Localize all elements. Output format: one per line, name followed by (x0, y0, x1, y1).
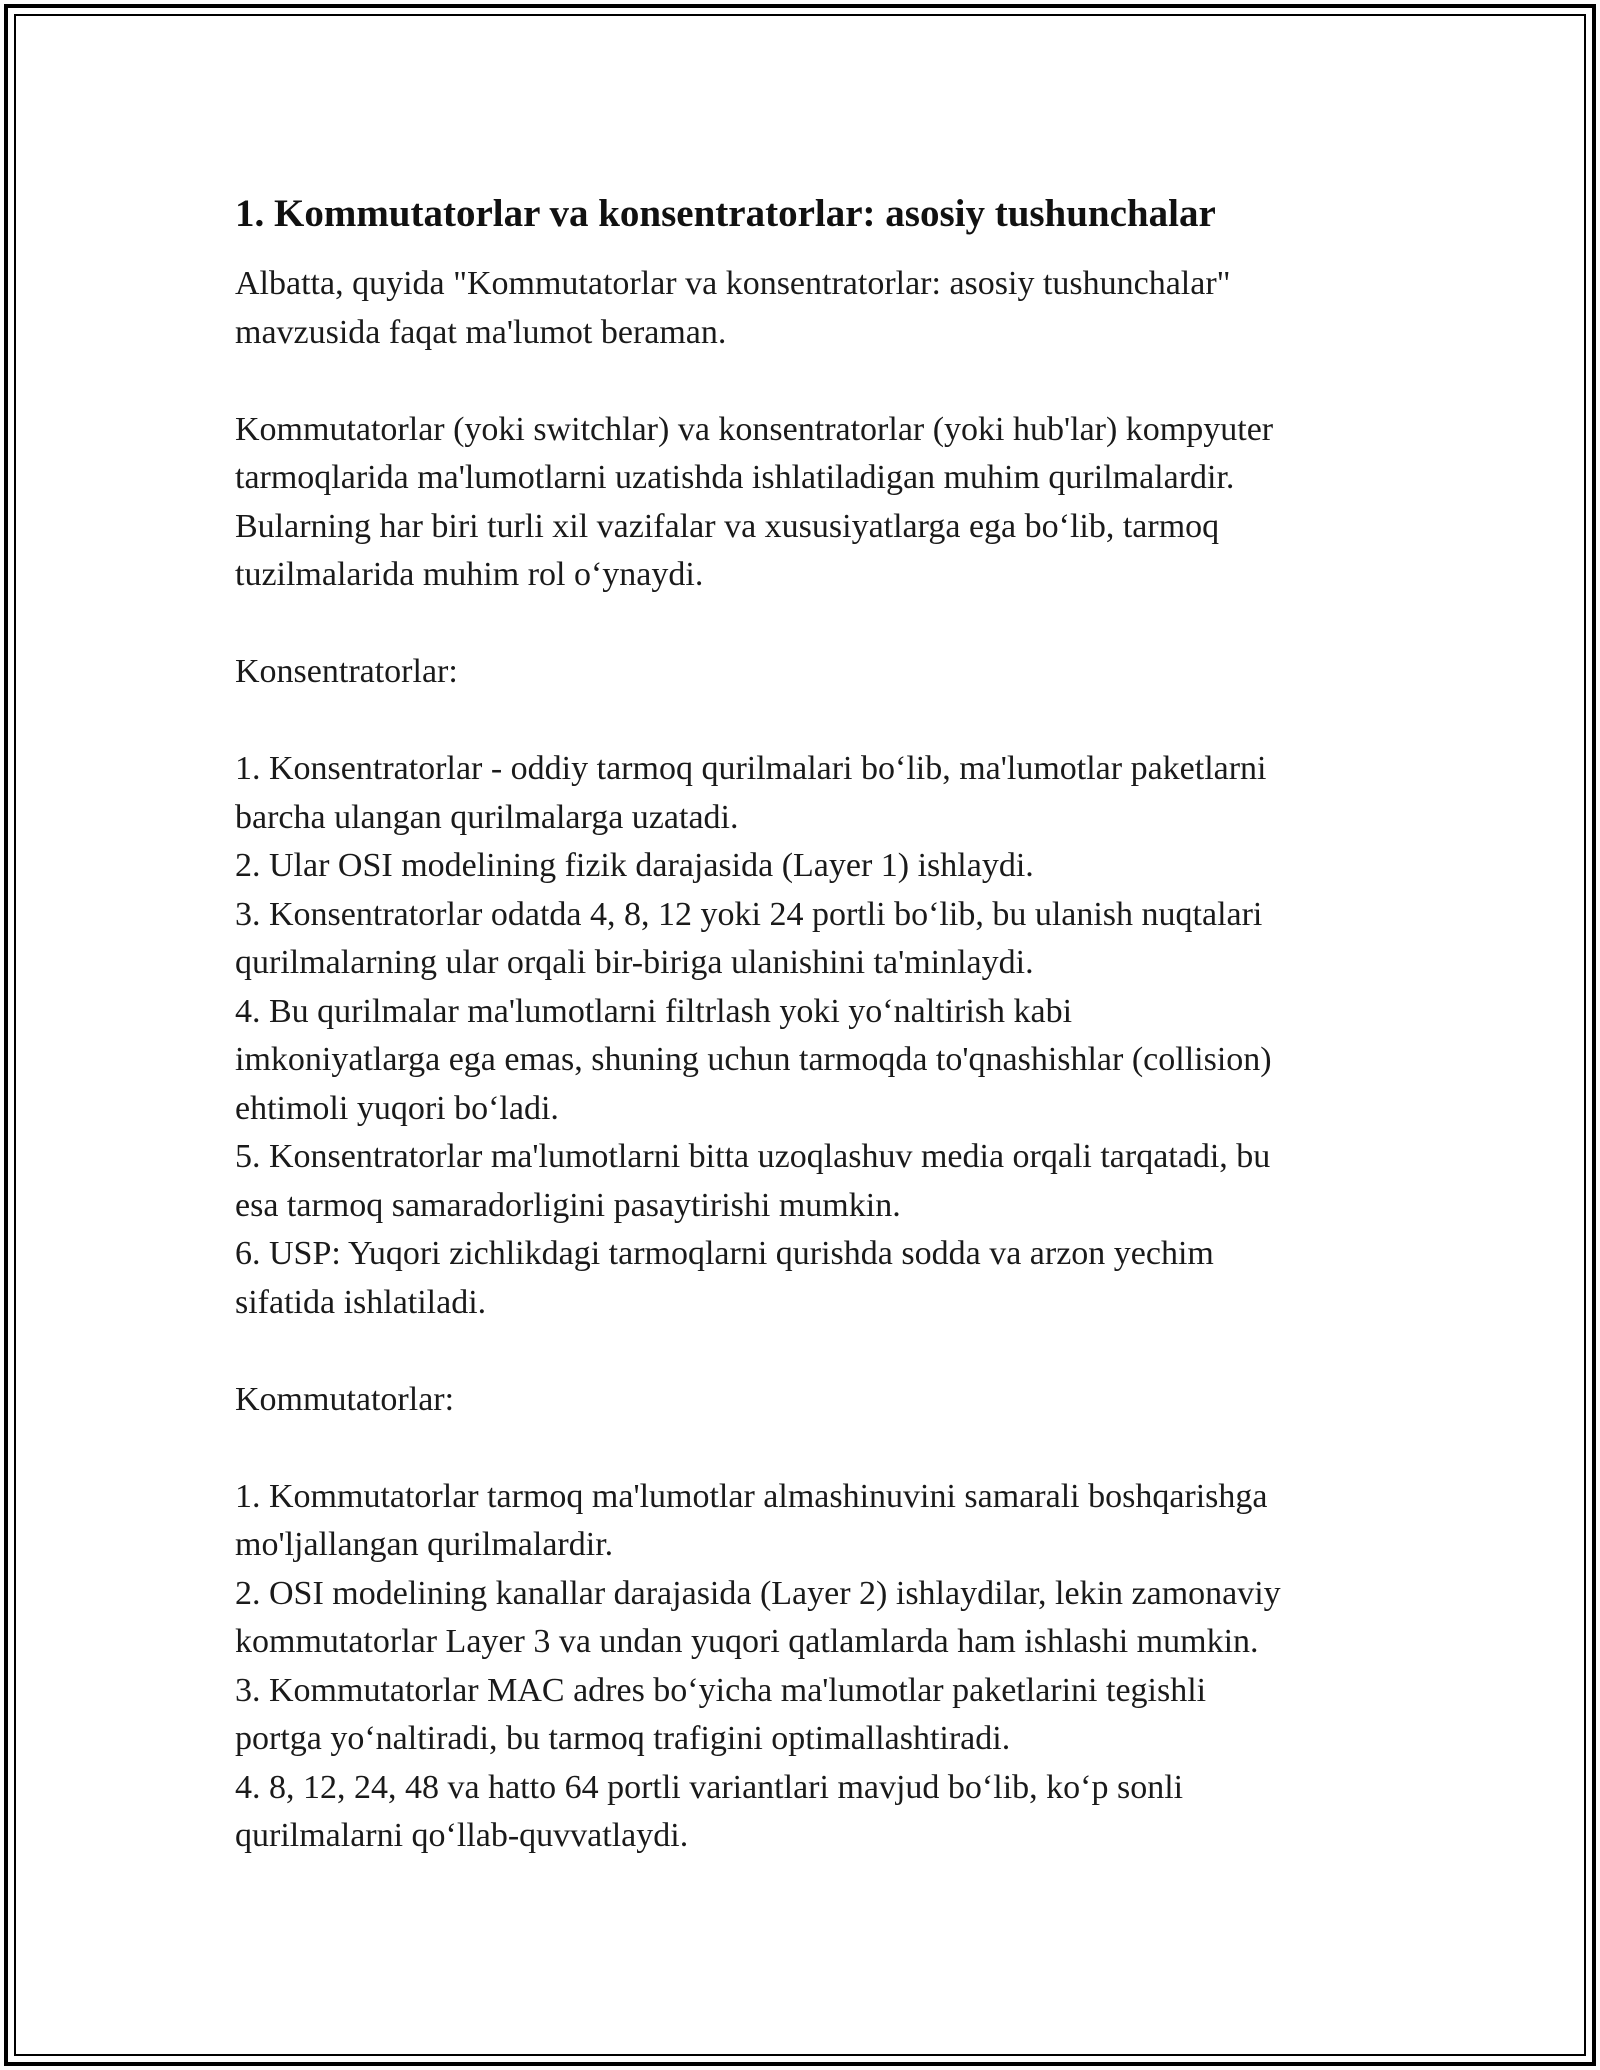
list-item: 4. 8, 12, 24, 48 va hatto 64 portli variantlari mavjud bo‘lib, ko‘p sonli qurilmalarni qo‘llab-quvvatlaydi. (235, 1768, 1184, 1854)
paragraph-gap (235, 600, 1375, 649)
switches-section-title: Kommutatorlar: (235, 1380, 455, 1418)
list-item: 4. Bu qurilmalar ma'lumotlarni filtrlash yoki yo‘naltirish kabi imkoniyatlarga ega emas, shuning uchun tarmoqda to'qnashishlar (collision) ehtimoli yuqori bo‘ladi. (235, 992, 1272, 1127)
list-item: 6. USP: Yuqori zichlikdagi tarmoqlarni qurishda sodda va arzon yechim sifatida ishlatiladi. (235, 1235, 1214, 1321)
hubs-section-title: Konsentratorlar: (235, 653, 458, 690)
list-item: 2. Ular OSI modelining fizik darajasida (Layer 1) ishlaydi. (235, 847, 1034, 884)
paragraph-gap (235, 1327, 1375, 1376)
list-item: 1. Konsentratorlar - oddiy tarmoq qurilmalari bo‘lib, ma'lumotlar paketlarni barcha ulangan qurilmalarga uzatadi. (235, 750, 1267, 836)
list-item: 3. Konsentratorlar odatda 4, 8, 12 yoki 24 portli bo‘lib, bu ulanish nuqtalari qurilmalarning ular orqali bir-biriga ulanishini ta'minlaydi. (235, 895, 1263, 981)
list-item: 3. Kommutatorlar MAC adres bo‘yicha ma'lumotlar paketlarini tegishli portga yo‘naltiradi, bu tarmoq trafigini optimallashtiradi. (235, 1671, 1207, 1757)
list-item: 1. Kommutatorlar tarmoq ma'lumotlar almashinuvini samarali boshqarishga mo'ljallangan qurilmalardir. (235, 1477, 1268, 1563)
paragraph-gap (235, 1424, 1375, 1473)
document-body (235, 186, 1375, 1861)
document-heading: 1. Kommutatorlar va konsentratorlar: asosiy tushunchalar (235, 192, 1216, 235)
paragraph-gap (235, 357, 1375, 406)
paragraph-gap (235, 697, 1375, 746)
list-item: 5. Konsentratorlar ma'lumotlarni bitta uzoqlashuv media orqali tarqatadi, bu esa tarmoq samaradorligini pasaytirishi mumkin. (235, 1138, 1271, 1224)
list-item: 2. OSI modelining kanallar darajasida (Layer 2) ishlaydilar, lekin zamonaviy kommutatorlar Layer 3 va undan yuqori qatlamlarda ham ishlashi mumkin. (235, 1574, 1281, 1660)
intro-paragraph: Albatta, quyida "Kommutatorlar va konsentratorlar: asosiy tushunchalar" mavzusida faqat ma'lumot beraman. (235, 265, 1231, 351)
switches-list (235, 1473, 1375, 1861)
overview-paragraph: Kommutatorlar (yoki switchlar) va konsentratorlar (yoki hub'lar) kompyuter tarmoqlarida ma'lumotlarni uzatishda ishlatiladigan muhim qurilmalardir. Bularning har biri turli xil vazifalar va xususiyatlarga ega bo‘lib, tarmoq tuzilmalarida muhim rol o‘ynaydi. (235, 410, 1274, 593)
hubs-list (235, 745, 1375, 1327)
